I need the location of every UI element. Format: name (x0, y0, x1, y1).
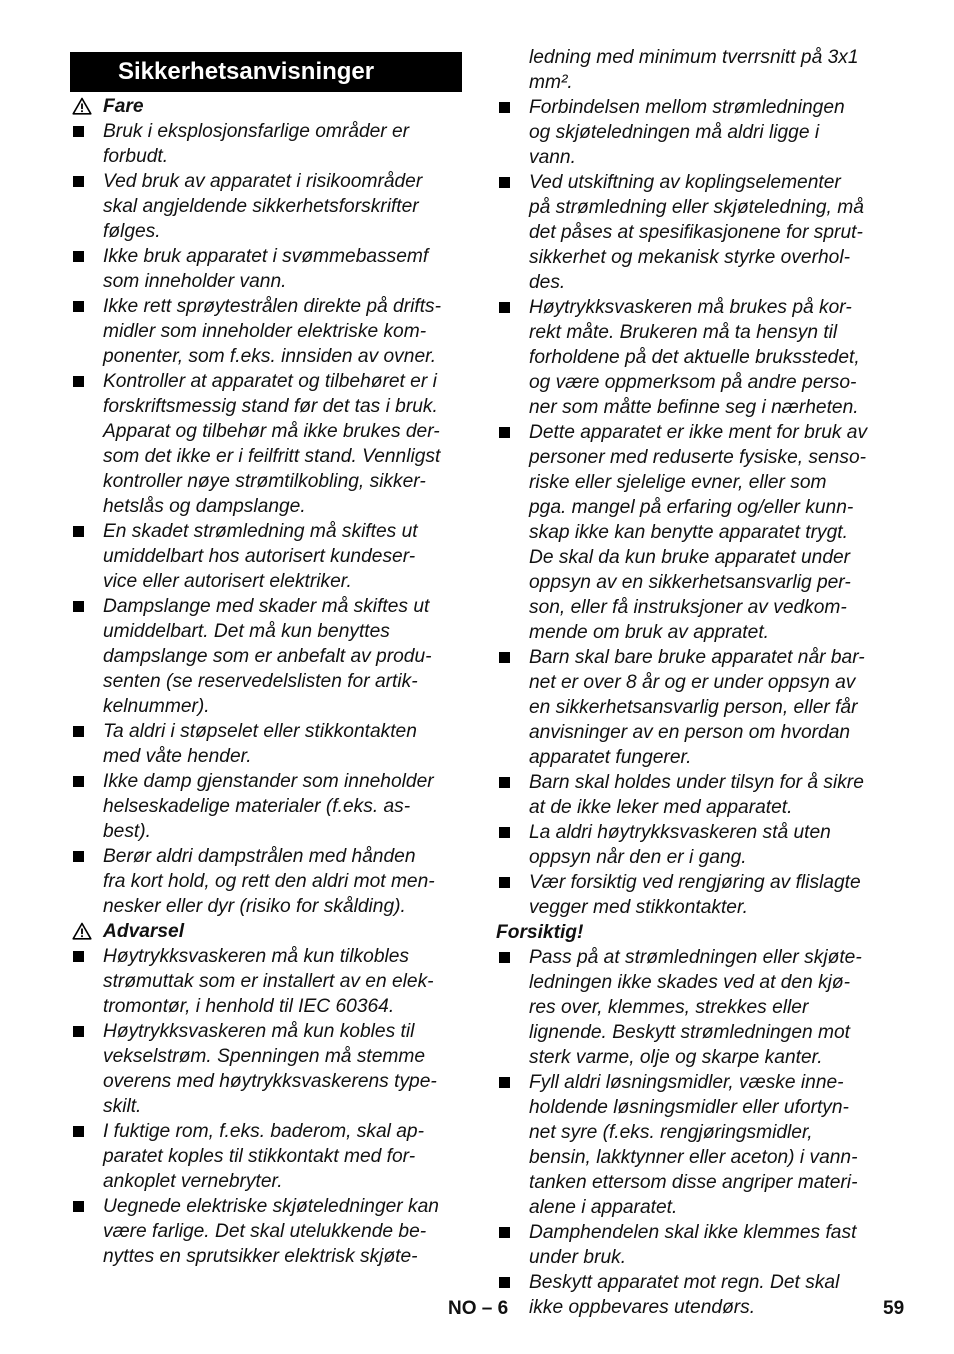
list-item-line: De skal da kun bruke apparatet under (529, 547, 851, 568)
list-item (496, 1070, 888, 1220)
list-item-line: son, eller få instruksjoner av vedkom- (529, 597, 847, 618)
list-item-line: at de ikke leker med apparatet. (529, 797, 793, 818)
list-item-line: overens med høytrykksvaskerens type- (103, 1071, 437, 1092)
list-item-line: paratet koples til stikkontakt med for- (103, 1146, 416, 1167)
list-item-line: oppsyn av en sikkerhetsansvarlig per- (529, 572, 851, 593)
list-item-line: Dampslange med skader må skiftes ut (70, 594, 462, 619)
list-item-line: anvisninger av en person om hvordan (529, 722, 851, 743)
list-item-line: lignende. Beskytt strømledningen mot (529, 1022, 851, 1043)
list-item-line: res over, klemmes, strekkes eller (529, 997, 809, 1018)
list-item-line: umiddelbart. Det må kun benyttes (103, 621, 390, 642)
list-item-line: ner som måtte befinne seg i nærheten. (529, 397, 859, 418)
list-item (70, 594, 462, 719)
list-item-line: en sikkerhetsansvarlig person, eller får (529, 697, 858, 718)
list-item-line: kelnummer). (103, 696, 210, 717)
list-item-line: Uegnede elektriske skjøteledninger kan (70, 1194, 462, 1219)
list-item-continuation (496, 45, 888, 95)
list-item-line: net er over 8 år og er under oppsyn av (529, 672, 856, 693)
list-item-line: skal angjeldende sikkerhetsforskrifter (103, 196, 419, 217)
list-item-line: tanken ettersom disse angriper materi- (529, 1172, 858, 1193)
list-item (496, 870, 888, 920)
list-item (496, 645, 888, 770)
left-column (70, 45, 462, 1269)
list-item (70, 769, 462, 844)
list-item-line: Apparat og tilbehør må ikke brukes der- (103, 421, 440, 442)
list-item (496, 820, 888, 870)
list-item-line: senten (se reservedelslisten for artik- (103, 671, 418, 692)
list-item-line: riske eller sjelelige evner, eller som (529, 472, 827, 493)
list-item-line: Barn skal bare bruke apparatet når bar- (496, 645, 888, 670)
list-item-line: ledning med minimum tverrsnitt på 3x1 (529, 47, 859, 68)
list-item-line: kontroller nøye strømtilkobling, sikker- (103, 471, 426, 492)
list-item-line: Ikke bruk apparatet i svømmebassemf (70, 244, 462, 269)
list-item (496, 1220, 888, 1270)
list-item-line: Berør aldri dampstrålen med hånden (70, 844, 462, 869)
list-item-line: nyttes en sprutsikker elektrisk skjøte- (103, 1246, 418, 1267)
list-item-line: des. (529, 272, 566, 293)
page-footer-label: NO – 6 (448, 1298, 509, 1319)
list-item-line: dampslange som er anbefalt av produ- (103, 646, 432, 667)
list-item-line: alene i apparatet. (529, 1197, 678, 1218)
list-item (70, 944, 462, 1019)
list-item-line: Forbindelsen mellom strømledningen (496, 95, 888, 120)
list-item-line: under bruk. (529, 1247, 627, 1268)
list-item-line: forskriftsmessig stand før det tas i bruk. (103, 396, 438, 417)
list-item (70, 119, 462, 169)
list-item (70, 1119, 462, 1194)
page-number: 59 (883, 1298, 905, 1319)
list-item-line: La aldri høytrykksvaskeren stå uten (496, 820, 888, 845)
list-item-line: personer med reduserte fysiske, senso- (529, 447, 866, 468)
list-item-line: mm². (529, 72, 573, 93)
list-item-line: vegger med stikkontakter. (529, 897, 748, 918)
list-item-line: ponenter, som f.eks. innsiden av ovner. (103, 346, 437, 367)
list-item-line: net syre (f.eks. rengjøringsmidler, (529, 1122, 813, 1143)
warning-triangle-icon (72, 97, 92, 115)
list-item-line: umiddelbart hos autorisert kundeser- (103, 546, 416, 567)
list-item-line: oppsyn når den er i gang. (529, 847, 747, 868)
list-item-line: apparatet fungerer. (529, 747, 692, 768)
list-item-line: Damphendelen skal ikke klemmes fast (496, 1220, 888, 1245)
list-item-line: forholdene på det aktuelle bruksstedet, (529, 347, 860, 368)
list-item-line: En skadet strømledning må skiftes ut (70, 519, 462, 544)
list-item-line: på strømledning eller skjøteledning, må (529, 197, 864, 218)
list-item-line: bensin, lakktynner eller aceton) i vann- (529, 1147, 858, 1168)
list-item-line: Ikke rett sprøytestrålen direkte på drifts- (70, 294, 462, 319)
list-item (70, 1194, 462, 1269)
list-item-line: forbudt. (103, 146, 169, 167)
list-item-line: og være oppmerksom på andre perso- (529, 372, 857, 393)
right-column-content (496, 45, 888, 1320)
list-item-line: Pass på at strømledningen eller skjøte- (496, 945, 888, 970)
list-item-line: vice eller autorisert elektriker. (103, 571, 352, 592)
list-item-line: Ved bruk av apparatet i risikoområder (70, 169, 462, 194)
list-item (496, 1270, 888, 1320)
list-item-line: pga. mangel på erfaring og/eller kunn- (529, 497, 854, 518)
list-item-line: og skjøteledningen må aldri ligge i (529, 122, 820, 143)
list-item (70, 844, 462, 919)
list-item-line: mende om bruk av appratet. (529, 622, 769, 643)
list-item-line: Høytrykksvaskeren må kun kobles til (70, 1019, 462, 1044)
list-item-line: Beskytt apparatet mot regn. Det skal (496, 1270, 888, 1295)
list-item-line: som inneholder vann. (103, 271, 287, 292)
list-item-line: Kontroller at apparatet og tilbehøret er i (70, 369, 462, 394)
list-item-line: Dette apparatet er ikke ment for bruk av (496, 420, 888, 445)
list-item-line: følges. (103, 221, 161, 242)
list-item-line: ikke oppbevares utendørs. (529, 1297, 756, 1318)
list-item-line: tromontør, i henhold til IEC 60364. (103, 996, 395, 1017)
list-item-line: fra kort hold, og rett den aldri mot men- (103, 871, 435, 892)
list-item-line: Ved utskiftning av koplingselementer (496, 170, 888, 195)
section-title: Sikkerhetsanvisninger (70, 52, 462, 92)
list-item (496, 170, 888, 295)
list-item (70, 719, 462, 769)
right-column (496, 45, 888, 1320)
list-item-line: ledningen ikke skades ved at den kjø- (529, 972, 851, 993)
list-item (496, 770, 888, 820)
list-item-line: vekselstrøm. Spenningen må stemme (103, 1046, 426, 1067)
list-item (70, 244, 462, 294)
list-item-line: Ta aldri i støpselet eller stikkontakten (70, 719, 462, 744)
list-item-line: best). (103, 821, 151, 842)
list-item-line: Barn skal holdes under tilsyn for å sikre (496, 770, 888, 795)
list-item-line: helseskadelige materialer (f.eks. as- (103, 796, 411, 817)
list-item-line: sterk varme, olje og skarpe kanter. (529, 1047, 823, 1068)
list-item-line: I fuktige rom, f.eks. baderom, skal ap- (70, 1119, 462, 1144)
list-item-line: med våte hender. (103, 746, 252, 767)
section-heading-text: Advarsel (103, 921, 185, 942)
list-item (70, 519, 462, 594)
list-item (496, 945, 888, 1070)
list-item-line: nesker eller dyr (risiko for skålding). (103, 896, 406, 917)
list-item-line: Fyll aldri løsningsmidler, væske inne- (496, 1070, 888, 1095)
list-item-line: ankoplet vernebryter. (103, 1171, 283, 1192)
list-item-line: være farlige. Det skal utelukkende be- (103, 1221, 427, 1242)
left-column-content (70, 94, 462, 1269)
list-item (70, 294, 462, 369)
list-item-line: som det ikke er i feilfritt stand. Vennligst (103, 446, 441, 467)
section-heading (70, 919, 462, 944)
list-item-line: Bruk i eksplosjonsfarlige områder er (70, 119, 462, 144)
list-item-line: skilt. (103, 1096, 142, 1117)
list-item (496, 295, 888, 420)
section-heading (70, 94, 462, 119)
list-item-line: strømuttak som er installert av en elek- (103, 971, 434, 992)
list-item-line: det påses at spesifikasjonene for sprut- (529, 222, 863, 243)
list-item-line: Ikke damp gjenstander som inneholder (70, 769, 462, 794)
section-heading-text: Fare (103, 96, 144, 117)
section-heading-text: Forsiktig! (496, 922, 584, 943)
list-item-line: skap ikke kan benytte apparatet trygt. (529, 522, 848, 543)
list-item-line: midler som inneholder elektriske kom- (103, 321, 427, 342)
list-item-line: rekt måte. Brukeren må ta hensyn til (529, 322, 838, 343)
warning-triangle-icon (72, 922, 92, 940)
section-heading (496, 920, 888, 945)
list-item (70, 1019, 462, 1119)
list-item (496, 420, 888, 645)
list-item-line: sikkerhet og mekanisk styrke overhol- (529, 247, 850, 268)
list-item-line: vann. (529, 147, 576, 168)
list-item (70, 369, 462, 519)
list-item (70, 169, 462, 244)
list-item-line: holdende løsningsmidler eller ufortyn- (529, 1097, 849, 1118)
list-item (496, 95, 888, 170)
list-item-line: Vær forsiktig ved rengjøring av flislagte (496, 870, 888, 895)
list-item-line: Høytrykksvaskeren må kun tilkobles (70, 944, 462, 969)
list-item-line: Høytrykksvaskeren må brukes på kor- (496, 295, 888, 320)
list-item-line: hetslås og dampslange. (103, 496, 306, 517)
